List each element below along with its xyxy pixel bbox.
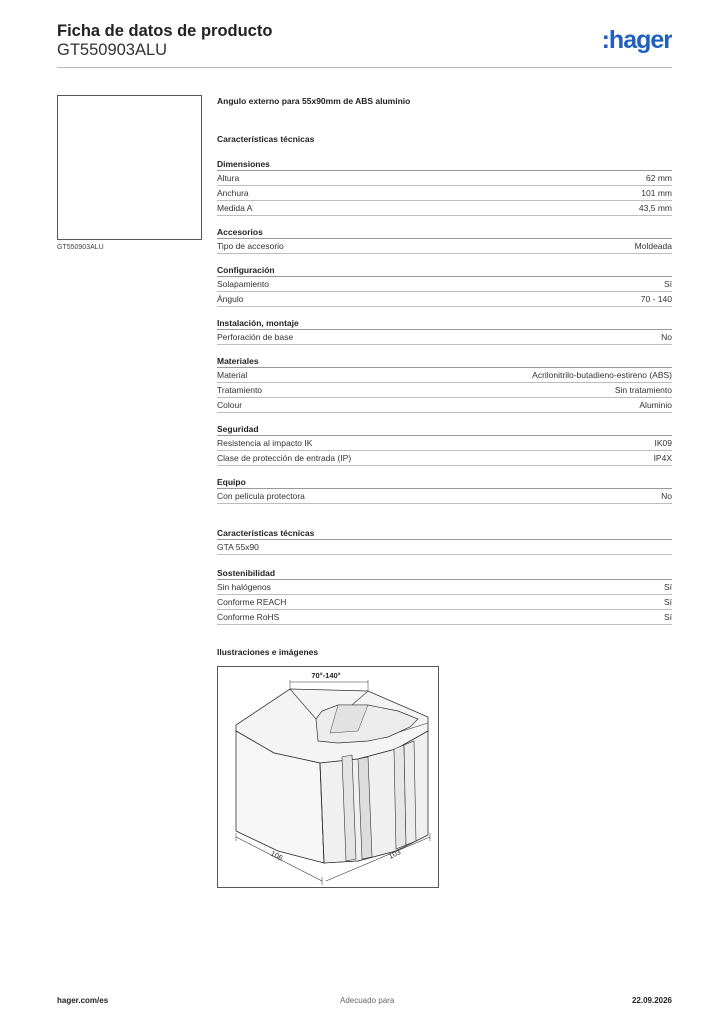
- spec-row: [217, 540, 672, 555]
- page-footer: [57, 996, 672, 1012]
- spec-row: [217, 368, 672, 383]
- spec-row: [217, 580, 672, 595]
- spec-label: Material: [217, 370, 248, 380]
- illustrations-title: Ilustraciones e imágenes: [217, 647, 319, 657]
- thumbnail-caption: GT550903ALU: [57, 244, 104, 251]
- spec-row: [217, 292, 672, 307]
- spec-value: Aluminio: [639, 400, 672, 410]
- section-title: Materiales: [217, 354, 672, 368]
- spec-row: [217, 201, 672, 216]
- spec-row: [217, 595, 672, 610]
- product-thumbnail: [57, 95, 202, 240]
- spec-value: Acrilonitrilo-butadieno-estireno (ABS): [532, 370, 672, 380]
- page-header: [57, 20, 672, 68]
- product-specs: [217, 96, 672, 659]
- product-code: GT550903ALU: [57, 41, 168, 59]
- spec-value: 43,5 mm: [638, 203, 672, 213]
- spec-label: Conforme RoHS: [217, 612, 280, 622]
- spec-label: Resistencia al impacto IK: [217, 438, 313, 448]
- spec-row: [217, 186, 672, 201]
- spec-row: [217, 610, 672, 625]
- section-title: Accesorios: [217, 225, 672, 239]
- spec-row: [217, 383, 672, 398]
- spec-value: Sí: [663, 279, 672, 289]
- spec-label: Perforación de base: [217, 332, 294, 342]
- spec-row: [217, 171, 672, 186]
- footer-date: 22.09.2026: [631, 996, 672, 1005]
- spec-label: Medida A: [217, 203, 253, 213]
- spec-value: Sí: [663, 612, 672, 622]
- section-title: Equipo: [217, 475, 672, 489]
- angle-label: 70°-140°: [311, 671, 341, 680]
- section-title: Configuración: [217, 263, 672, 277]
- spec-sections: [217, 157, 672, 504]
- spec-value: Sí: [663, 582, 672, 592]
- spec-row: [217, 239, 672, 254]
- sustainability-title: Sostenibilidad: [217, 566, 672, 580]
- tech2-title: Características técnicas: [217, 526, 672, 540]
- spec-label: Ángulo: [217, 294, 244, 304]
- spec-label: Sin halógenos: [217, 582, 271, 592]
- footer-suitable: Adecuado para: [340, 996, 395, 1005]
- spec-value: No: [661, 491, 672, 501]
- spec-label: Tratamiento: [217, 385, 263, 395]
- spec-value: 101 mm: [641, 188, 672, 198]
- spec-label: Altura: [217, 173, 240, 183]
- spec-row: [217, 330, 672, 345]
- spec-label: Conforme REACH: [217, 597, 287, 607]
- spec-value: Sin tratamiento: [614, 385, 672, 395]
- spec-label: Clase de protección de entrada (IP): [217, 453, 352, 463]
- spec-label: Anchura: [217, 188, 249, 198]
- spec-label: Solapamiento: [217, 279, 269, 289]
- corner-drawing: [218, 667, 438, 887]
- spec-value: 62 mm: [646, 173, 672, 183]
- spec-value: IP4X: [653, 453, 672, 463]
- spec-value: Sí: [663, 597, 672, 607]
- product-name: Angulo externo para 55x90mm de ABS aluminio: [217, 96, 411, 106]
- section-title: Instalación, montaje: [217, 316, 672, 330]
- spec-label: Colour: [217, 400, 243, 410]
- spec-value: 70 - 140: [640, 294, 672, 304]
- dim-left-label: 106: [269, 848, 285, 863]
- spec-label: Con película protectora: [217, 491, 305, 501]
- spec-row: [217, 489, 672, 504]
- spec-value: No: [661, 332, 672, 342]
- logo-text: :hager: [601, 26, 672, 54]
- spec-row: [217, 277, 672, 292]
- dim-right-label: 103: [386, 847, 403, 861]
- spec-label: Tipo de accesorio: [217, 241, 284, 251]
- section-title: Dimensiones: [217, 157, 672, 171]
- footer-website[interactable]: hager.com/es: [57, 996, 109, 1005]
- spec-label: GTA 55x90: [217, 542, 259, 552]
- document-title: Ficha de datos de producto: [57, 22, 273, 40]
- spec-value: Moldeada: [634, 241, 672, 251]
- product-illustration: [217, 666, 439, 888]
- spec-row: [217, 398, 672, 413]
- tech-heading: Características técnicas: [217, 134, 315, 144]
- section-title: Seguridad: [217, 422, 672, 436]
- hager-logo: [592, 26, 672, 54]
- spec-value: IK09: [654, 438, 672, 448]
- spec-row: [217, 451, 672, 466]
- spec-row: [217, 436, 672, 451]
